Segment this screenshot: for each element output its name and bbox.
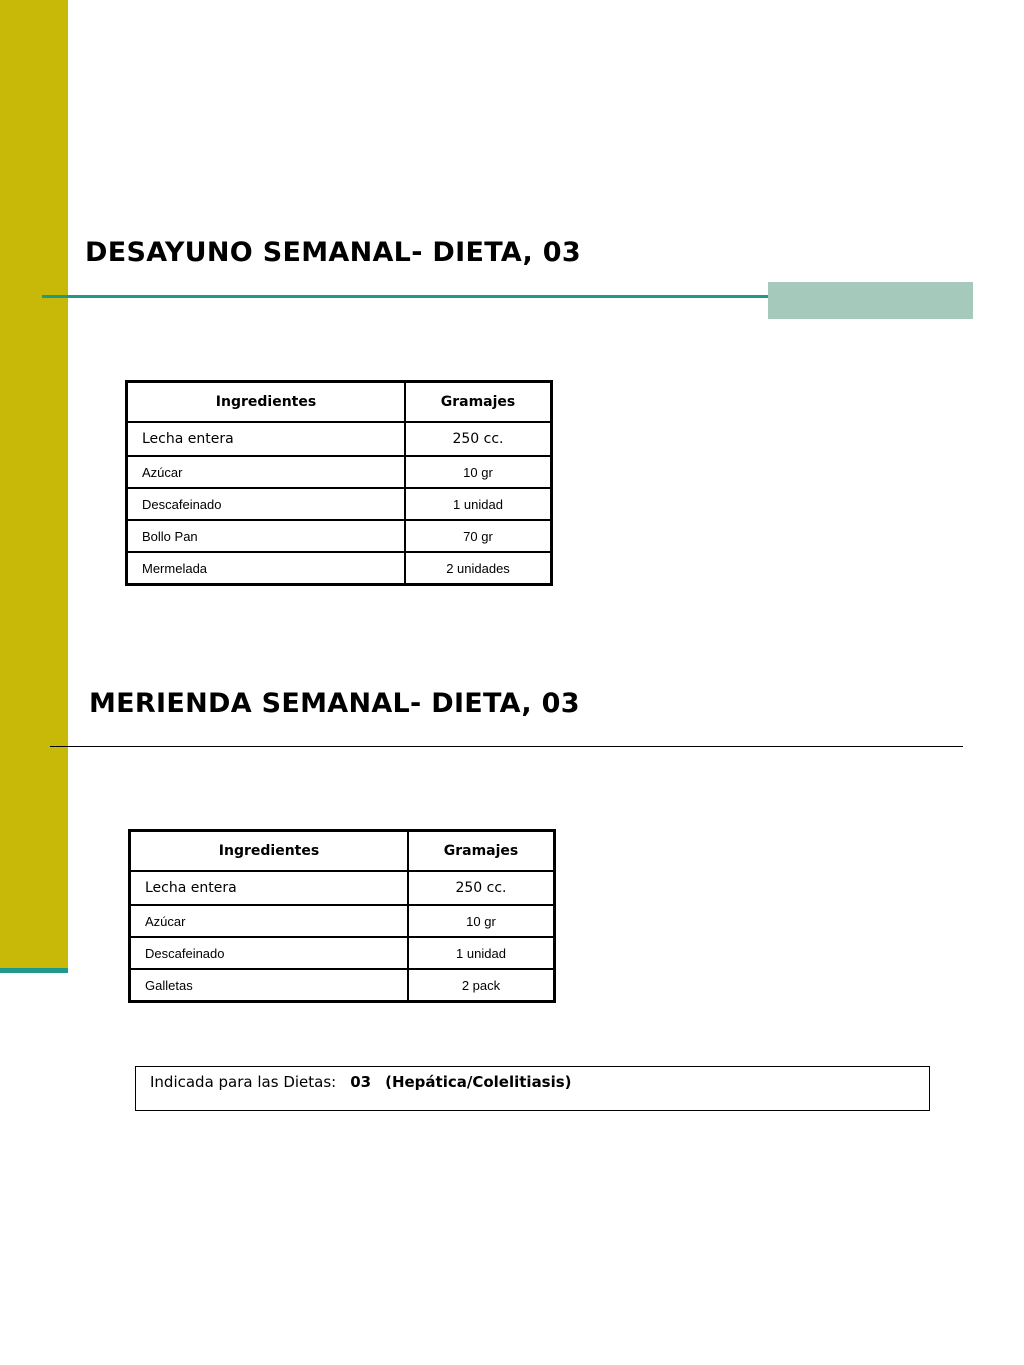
table-row xyxy=(127,552,552,585)
column-header-ingredients: Ingredientes xyxy=(130,831,409,872)
sidebar-stripe xyxy=(0,0,68,968)
snack-title: MERIENDA SEMANAL- DIETA, 03 xyxy=(89,688,580,719)
table-row xyxy=(127,422,552,456)
ingredient-cell: Azúcar xyxy=(127,456,406,488)
column-header-ingredients: Ingredientes xyxy=(127,382,406,423)
table-row xyxy=(127,520,552,552)
amount-cell: 70 gr xyxy=(405,520,552,552)
amount-cell: 250 cc. xyxy=(408,871,555,905)
table-header-row xyxy=(130,831,555,872)
sidebar-stripe-accent xyxy=(0,968,68,973)
ingredient-cell: Lecha entera xyxy=(127,422,406,456)
column-header-amounts: Gramajes xyxy=(408,831,555,872)
amount-cell: 10 gr xyxy=(405,456,552,488)
table-row xyxy=(127,488,552,520)
diet-indication-box xyxy=(135,1066,930,1111)
table-row xyxy=(130,937,555,969)
table-row xyxy=(130,871,555,905)
ingredient-cell: Lecha entera xyxy=(130,871,409,905)
table-row xyxy=(130,969,555,1002)
ingredient-cell: Galletas xyxy=(130,969,409,1002)
ingredient-cell: Azúcar xyxy=(130,905,409,937)
ingredient-cell: Descafeinado xyxy=(130,937,409,969)
ingredient-cell: Descafeinado xyxy=(127,488,406,520)
ingredient-cell: Bollo Pan xyxy=(127,520,406,552)
accent-block xyxy=(768,282,973,319)
column-header-amounts: Gramajes xyxy=(405,382,552,423)
diet-name: (Hepática/Colelitiasis) xyxy=(385,1073,572,1091)
snack-title-rule xyxy=(50,746,963,747)
snack-table xyxy=(128,829,556,1003)
table-row xyxy=(127,456,552,488)
breakfast-title: DESAYUNO SEMANAL- DIETA, 03 xyxy=(85,237,581,268)
amount-cell: 1 unidad xyxy=(408,937,555,969)
table-header-row xyxy=(127,382,552,423)
table-row xyxy=(130,905,555,937)
amount-cell: 2 pack xyxy=(408,969,555,1002)
amount-cell: 10 gr xyxy=(408,905,555,937)
ingredient-cell: Mermelada xyxy=(127,552,406,585)
amount-cell: 1 unidad xyxy=(405,488,552,520)
breakfast-table xyxy=(125,380,553,586)
diet-indication-label: Indicada para las Dietas: xyxy=(150,1073,337,1091)
amount-cell: 2 unidades xyxy=(405,552,552,585)
diet-number: 03 xyxy=(350,1073,372,1091)
amount-cell: 250 cc. xyxy=(405,422,552,456)
